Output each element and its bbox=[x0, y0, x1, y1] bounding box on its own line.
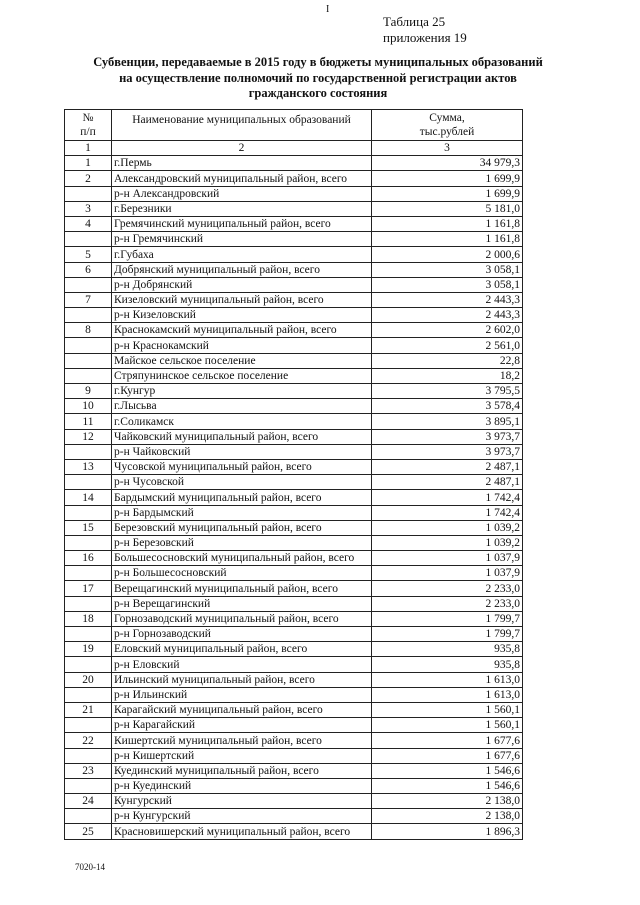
col-number-header-line-2: п/п bbox=[80, 126, 96, 138]
row-number bbox=[65, 338, 112, 353]
row-sum: 1 799,7 bbox=[372, 627, 523, 642]
row-name: Красновишерский муниципальный район, всего bbox=[112, 824, 372, 839]
table-row bbox=[65, 368, 523, 383]
table-row bbox=[65, 824, 523, 839]
document-title bbox=[58, 55, 578, 102]
row-sum: 1 161,8 bbox=[372, 216, 523, 231]
row-sum: 1 742,4 bbox=[372, 490, 523, 505]
table-row bbox=[65, 642, 523, 657]
row-name: р-н Ильинский bbox=[112, 687, 372, 702]
row-sum: 3 058,1 bbox=[372, 277, 523, 292]
col-number-header-line-1: № bbox=[82, 112, 94, 124]
row-name: р-н Кизеловский bbox=[112, 308, 372, 323]
row-sum: 1 699,9 bbox=[372, 171, 523, 186]
row-number: 14 bbox=[65, 490, 112, 505]
row-name: Большесосновский муниципальный район, всего bbox=[112, 551, 372, 566]
row-name: р-н Александровский bbox=[112, 186, 372, 201]
table-row bbox=[65, 292, 523, 307]
row-name: р-н Кишертский bbox=[112, 748, 372, 763]
row-name: г.Соликамск bbox=[112, 414, 372, 429]
table-row bbox=[65, 763, 523, 778]
table-row bbox=[65, 444, 523, 459]
table-row bbox=[65, 338, 523, 353]
table-number: Таблица 25 bbox=[383, 14, 446, 29]
table-row bbox=[65, 611, 523, 626]
row-number bbox=[65, 535, 112, 550]
row-number: 16 bbox=[65, 551, 112, 566]
row-sum: 1 742,4 bbox=[372, 505, 523, 520]
table-row bbox=[65, 399, 523, 414]
row-number: 8 bbox=[65, 323, 112, 338]
row-number bbox=[65, 308, 112, 323]
row-number bbox=[65, 186, 112, 201]
row-number: 11 bbox=[65, 414, 112, 429]
table-row bbox=[65, 384, 523, 399]
row-number bbox=[65, 627, 112, 642]
row-name: р-н Добрянский bbox=[112, 277, 372, 292]
row-sum: 1 799,7 bbox=[372, 611, 523, 626]
row-name: г.Кунгур bbox=[112, 384, 372, 399]
row-name: Чусовской муниципальный район, всего bbox=[112, 459, 372, 474]
row-number: 6 bbox=[65, 262, 112, 277]
table-row bbox=[65, 778, 523, 793]
row-number bbox=[65, 505, 112, 520]
table-row bbox=[65, 566, 523, 581]
row-number: 17 bbox=[65, 581, 112, 596]
row-name: Майское сельское поселение bbox=[112, 353, 372, 368]
table-row bbox=[65, 277, 523, 292]
row-number bbox=[65, 353, 112, 368]
row-sum: 2 138,0 bbox=[372, 794, 523, 809]
row-sum: 1 613,0 bbox=[372, 672, 523, 687]
row-number: 21 bbox=[65, 702, 112, 717]
row-number bbox=[65, 778, 112, 793]
row-name: р-н Березовский bbox=[112, 535, 372, 550]
row-number bbox=[65, 444, 112, 459]
subsidy-table bbox=[64, 109, 523, 840]
appendix-number: приложения 19 bbox=[383, 30, 467, 45]
page-mark: I bbox=[326, 4, 330, 15]
row-sum: 2 561,0 bbox=[372, 338, 523, 353]
row-number bbox=[65, 718, 112, 733]
row-name: Куединский муниципальный район, всего bbox=[112, 763, 372, 778]
row-number: 22 bbox=[65, 733, 112, 748]
table-row bbox=[65, 627, 523, 642]
table-row bbox=[65, 216, 523, 231]
col-number-header bbox=[65, 110, 112, 141]
row-number bbox=[65, 475, 112, 490]
table-row bbox=[65, 687, 523, 702]
col-sum-header bbox=[372, 110, 523, 141]
row-name: Кунгурский bbox=[112, 794, 372, 809]
row-sum: 1 560,1 bbox=[372, 702, 523, 717]
row-sum: 1 613,0 bbox=[372, 687, 523, 702]
row-sum: 3 973,7 bbox=[372, 429, 523, 444]
row-number bbox=[65, 566, 112, 581]
row-sum: 2 487,1 bbox=[372, 475, 523, 490]
row-name: р-н Чайковский bbox=[112, 444, 372, 459]
row-number: 13 bbox=[65, 459, 112, 474]
row-name: г.Пермь bbox=[112, 156, 372, 171]
col-sum-header-line-1: Сумма, bbox=[429, 112, 465, 124]
row-number: 23 bbox=[65, 763, 112, 778]
row-sum: 22,8 bbox=[372, 353, 523, 368]
row-sum: 2 000,6 bbox=[372, 247, 523, 262]
row-sum: 1 677,6 bbox=[372, 748, 523, 763]
table-row bbox=[65, 809, 523, 824]
table-row bbox=[65, 520, 523, 535]
row-name: Чайковский муниципальный район, всего bbox=[112, 429, 372, 444]
table-row bbox=[65, 429, 523, 444]
row-name: р-н Краснокамский bbox=[112, 338, 372, 353]
appendix-header bbox=[383, 14, 467, 46]
row-name: Добрянский муниципальный район, всего bbox=[112, 262, 372, 277]
row-number: 19 bbox=[65, 642, 112, 657]
row-sum: 1 896,3 bbox=[372, 824, 523, 839]
row-number: 9 bbox=[65, 384, 112, 399]
row-sum: 1 037,9 bbox=[372, 566, 523, 581]
table-row bbox=[65, 171, 523, 186]
row-sum: 2 602,0 bbox=[372, 323, 523, 338]
row-sum: 3 895,1 bbox=[372, 414, 523, 429]
row-number bbox=[65, 657, 112, 672]
row-sum: 2 443,3 bbox=[372, 308, 523, 323]
table-row bbox=[65, 657, 523, 672]
title-line-1: Субвенции, передаваемые в 2015 году в бюджеты муниципальных образований bbox=[93, 55, 543, 69]
row-name: Карагайский муниципальный район, всего bbox=[112, 702, 372, 717]
row-sum: 1 677,6 bbox=[372, 733, 523, 748]
table-row bbox=[65, 201, 523, 216]
table-row bbox=[65, 186, 523, 201]
row-name: г.Березники bbox=[112, 201, 372, 216]
row-number bbox=[65, 368, 112, 383]
row-number: 20 bbox=[65, 672, 112, 687]
row-number: 24 bbox=[65, 794, 112, 809]
document-code: 7020-14 bbox=[75, 862, 105, 872]
table-row bbox=[65, 232, 523, 247]
row-sum: 3 578,4 bbox=[372, 399, 523, 414]
row-sum: 5 181,0 bbox=[372, 201, 523, 216]
row-sum: 2 233,0 bbox=[372, 596, 523, 611]
row-number bbox=[65, 277, 112, 292]
row-name: Кишертский муниципальный район, всего bbox=[112, 733, 372, 748]
row-number: 25 bbox=[65, 824, 112, 839]
row-name: Бардымский муниципальный район, всего bbox=[112, 490, 372, 505]
row-number: 18 bbox=[65, 611, 112, 626]
table-header-row bbox=[65, 110, 523, 141]
row-name: р-н Куединский bbox=[112, 778, 372, 793]
row-name: р-н Большесосновский bbox=[112, 566, 372, 581]
row-number bbox=[65, 232, 112, 247]
row-sum: 1 560,1 bbox=[372, 718, 523, 733]
table-row bbox=[65, 414, 523, 429]
row-name: р-н Еловский bbox=[112, 657, 372, 672]
row-sum: 1 546,6 bbox=[372, 778, 523, 793]
row-name: Еловский муниципальный район, всего bbox=[112, 642, 372, 657]
row-name: Кизеловский муниципальный район, всего bbox=[112, 292, 372, 307]
row-name: Березовский муниципальный район, всего bbox=[112, 520, 372, 535]
table-row bbox=[65, 535, 523, 550]
column-index: 2 bbox=[112, 141, 372, 156]
table-row bbox=[65, 748, 523, 763]
row-sum: 2 443,3 bbox=[372, 292, 523, 307]
row-number bbox=[65, 687, 112, 702]
row-sum: 2 138,0 bbox=[372, 809, 523, 824]
table-row bbox=[65, 794, 523, 809]
row-sum: 3 058,1 bbox=[372, 262, 523, 277]
row-number bbox=[65, 596, 112, 611]
row-number: 12 bbox=[65, 429, 112, 444]
row-sum: 935,8 bbox=[372, 657, 523, 672]
row-sum: 1 039,2 bbox=[372, 535, 523, 550]
row-name: г.Губаха bbox=[112, 247, 372, 262]
table-row bbox=[65, 490, 523, 505]
row-name: р-н Гремячинский bbox=[112, 232, 372, 247]
row-name: р-н Чусовской bbox=[112, 475, 372, 490]
column-index: 3 bbox=[372, 141, 523, 156]
title-line-3: гражданского состояния bbox=[248, 86, 388, 100]
row-sum: 1 546,6 bbox=[372, 763, 523, 778]
table-row bbox=[65, 459, 523, 474]
row-name: р-н Бардымский bbox=[112, 505, 372, 520]
table-row bbox=[65, 596, 523, 611]
table-row bbox=[65, 505, 523, 520]
row-number: 4 bbox=[65, 216, 112, 231]
row-sum: 3 973,7 bbox=[372, 444, 523, 459]
row-number: 15 bbox=[65, 520, 112, 535]
row-sum: 1 699,9 bbox=[372, 186, 523, 201]
row-number bbox=[65, 809, 112, 824]
table-row bbox=[65, 353, 523, 368]
table-row bbox=[65, 323, 523, 338]
table-row bbox=[65, 156, 523, 171]
row-number: 3 bbox=[65, 201, 112, 216]
row-sum: 1 161,8 bbox=[372, 232, 523, 247]
row-name: Краснокамский муниципальный район, всего bbox=[112, 323, 372, 338]
row-name: Горнозаводский муниципальный район, всего bbox=[112, 611, 372, 626]
row-number: 5 bbox=[65, 247, 112, 262]
table-row bbox=[65, 718, 523, 733]
row-sum: 1 039,2 bbox=[372, 520, 523, 535]
row-name: Верещагинский муниципальный район, всего bbox=[112, 581, 372, 596]
row-sum: 34 979,3 bbox=[372, 156, 523, 171]
row-name: Ильинский муниципальный район, всего bbox=[112, 672, 372, 687]
row-name: г.Лысьва bbox=[112, 399, 372, 414]
table-row bbox=[65, 262, 523, 277]
row-number: 1 bbox=[65, 156, 112, 171]
column-index-row bbox=[65, 141, 523, 156]
table-row bbox=[65, 247, 523, 262]
row-sum: 3 795,5 bbox=[372, 384, 523, 399]
row-number: 7 bbox=[65, 292, 112, 307]
table-row bbox=[65, 475, 523, 490]
row-name: Гремячинский муниципальный район, всего bbox=[112, 216, 372, 231]
row-number: 2 bbox=[65, 171, 112, 186]
table-row bbox=[65, 672, 523, 687]
row-sum: 2 233,0 bbox=[372, 581, 523, 596]
row-sum: 935,8 bbox=[372, 642, 523, 657]
row-name: р-н Карагайский bbox=[112, 718, 372, 733]
col-name-header: Наименование муниципальных образований bbox=[112, 110, 372, 141]
table-row bbox=[65, 308, 523, 323]
row-sum: 2 487,1 bbox=[372, 459, 523, 474]
row-number: 10 bbox=[65, 399, 112, 414]
row-name: Александровский муниципальный район, всего bbox=[112, 171, 372, 186]
row-sum: 18,2 bbox=[372, 368, 523, 383]
table-row bbox=[65, 551, 523, 566]
table-row bbox=[65, 702, 523, 717]
table-row bbox=[65, 733, 523, 748]
row-sum: 1 037,9 bbox=[372, 551, 523, 566]
row-name: Стряпунинское сельское поселение bbox=[112, 368, 372, 383]
table-row bbox=[65, 581, 523, 596]
row-name: р-н Горнозаводский bbox=[112, 627, 372, 642]
table-body bbox=[65, 156, 523, 839]
row-name: р-н Верещагинский bbox=[112, 596, 372, 611]
row-number bbox=[65, 748, 112, 763]
col-sum-header-line-2: тыс.рублей bbox=[419, 126, 475, 138]
title-line-2: на осуществление полномочий по государственной регистрации актов bbox=[119, 70, 517, 85]
column-index: 1 bbox=[65, 141, 112, 156]
row-name: р-н Кунгурский bbox=[112, 809, 372, 824]
